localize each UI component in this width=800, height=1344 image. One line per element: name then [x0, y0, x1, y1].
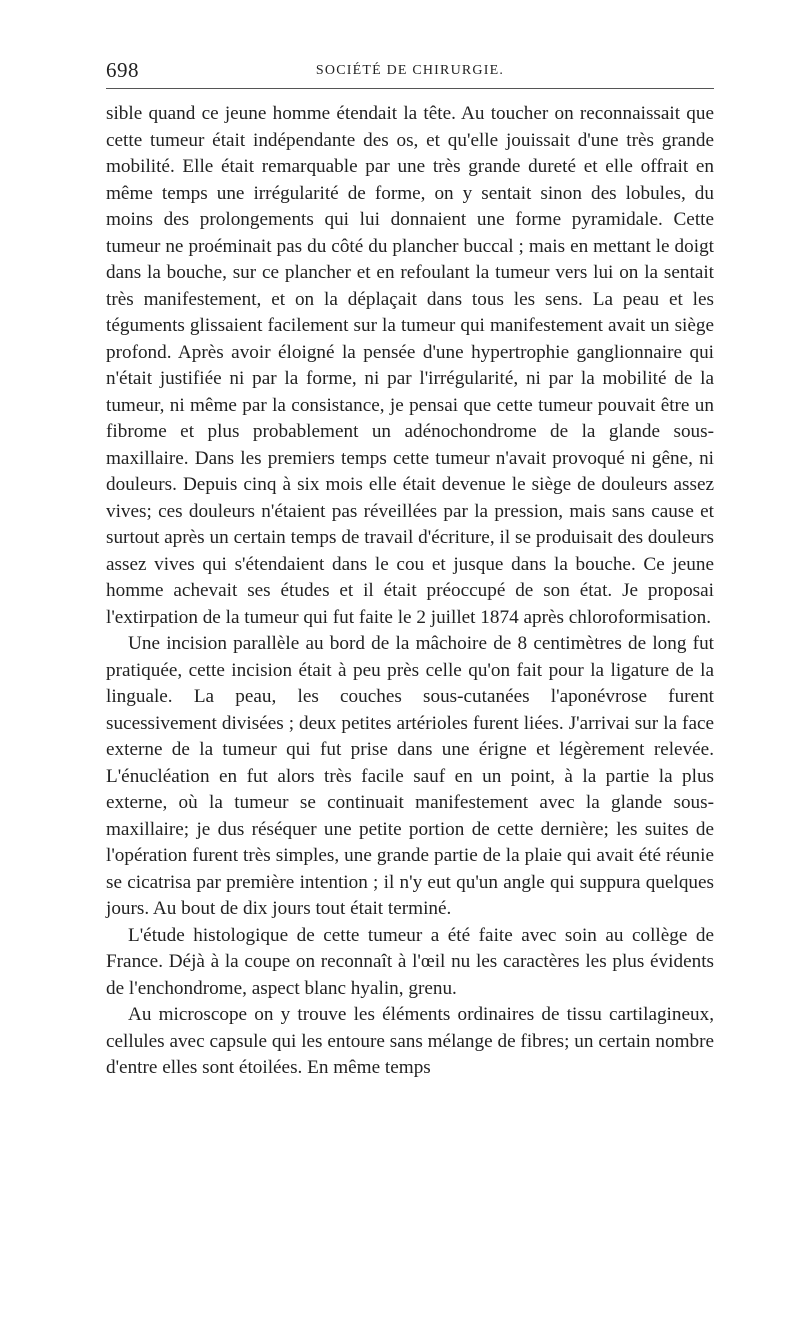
paragraph: sible quand ce jeune homme étendait la tête. Au toucher on reconnaissait que cette tumeur était indépendante des os, et qu'elle jouissait d'une très grande mobilité. Elle était remarquable par une très grande dureté et elle offrait en même temps une irrégularité de forme, on y sentait sinon des lobules, du moins des prolongements qui lui donnaient une forme pyramidale. Cette tumeur ne proéminait pas du côté du plancher buccal ; mais en mettant le doigt dans la bouche, sur ce plancher et en refoulant la tumeur vers lui on la sentait très manifestement, et on la déplaçait dans tous les sens. La peau et les téguments glissaient facilement sur la tumeur qui manifestement avait un siège profond. Après avoir éloigné la pensée d'une hypertrophie ganglionnaire qui n'était justifiée ni par la forme, ni par l'irrégularité, ni par la mobilité de la tumeur, ni même par la consistance, je pensai que cette tumeur pouvait être un fibrome et plus probablement un adénochondrome de la glande sous-maxillaire. Dans les premiers temps cette tumeur n'avait provoqué ni gêne, ni douleurs. Depuis cinq à six mois elle était devenue le siège de douleurs assez vives; ces douleurs n'étaient pas réveillées par la pression, mais sans cause et surtout après un certain temps de travail d'écriture, il se produisait des douleurs assez vives qui s'étendaient dans le cou et jusque dans la bouche. Ce jeune homme achevait ses études et il était préoccupé de son état. Je proposai l'extirpation de la tumeur qui fut faite le 2 juillet 1874 après chloroformisation.	[106, 103, 714, 628]
running-head	[106, 58, 714, 88]
paragraph: Une incision parallèle au bord de la mâchoire de 8 centimètres de long fut pratiquée, cette incision était à peu près celle qu'on fait pour la ligature de la linguale. La peau, les couches sous-cutanées l'aponévrose furent sucessivement divisées ; deux petites artérioles furent liées. J'arrivai sur la face externe de la tumeur qui fut prise dans une érigne et légèrement relevée. L'énucléation en fut alors très facile sauf en un point, à la partie la plus externe, où la tumeur se continuait manifestement avec la glande sous-maxillaire; je dus réséquer une petite portion de cette dernière; les suites de l'opération furent très simples, une grande partie de la plaie qui avait été réunie se cicatrisa par première intention ; il n'y eut qu'un angle qui suppura quelques jours. Au bout de dix jours tout était terminé.	[106, 633, 714, 919]
page-number: 698	[106, 58, 139, 82]
book-page	[106, 58, 714, 1082]
paragraph: Au microscope on y trouve les éléments ordinaires de tissu cartilagineux, cellules avec capsule qui les entoure sans mélange de fibres; un certain nombre d'entre elles sont étoilées. En même temps	[106, 1004, 714, 1078]
paragraph: L'étude histologique de cette tumeur a été faite avec soin au collège de France. Déjà à la coupe on reconnaît à l'œil nu les caractères les plus évidents de l'enchondrome, aspect blanc hyalin, grenu.	[106, 924, 714, 999]
running-title: SOCIÉTÉ DE CHIRURGIE.	[315, 63, 505, 78]
body-text	[106, 101, 714, 1082]
header-rule	[106, 88, 714, 89]
